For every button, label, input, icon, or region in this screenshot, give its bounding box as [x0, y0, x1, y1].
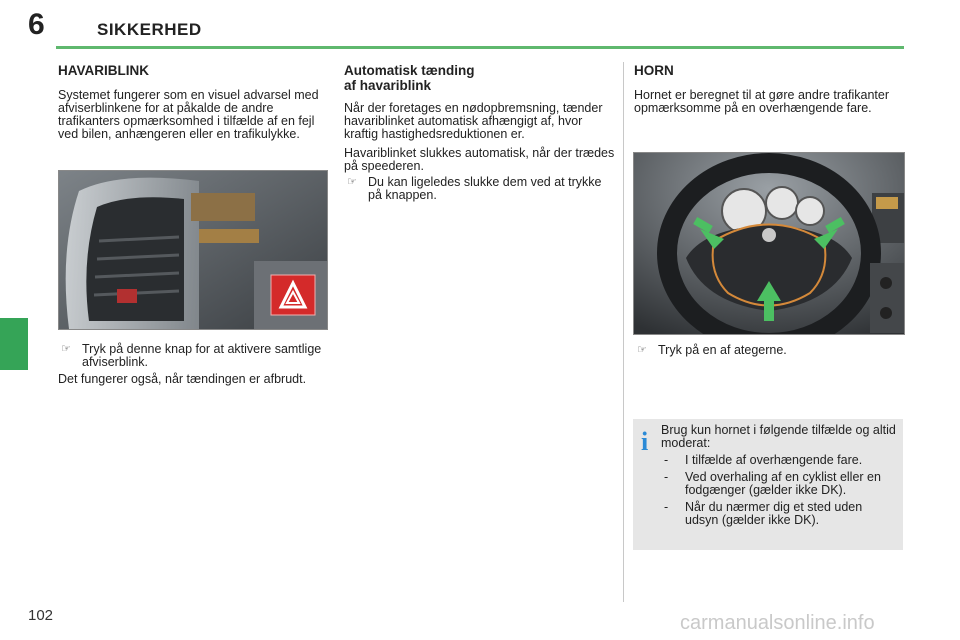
steering-wheel-illustration [634, 153, 904, 334]
info-item-text: I tilfælde af overhængende fare. [685, 453, 863, 467]
dashboard-vent-illustration [59, 171, 327, 329]
hazard-heading: HAVARIBLINK [58, 63, 149, 78]
horn-intro: Hornet er beregnet til at gøre andre trafikanter opmærksomme på en overhængende fare. [634, 88, 889, 115]
auto-hazard-heading-line2: af havariblink [344, 78, 432, 93]
horn-bullet [634, 344, 902, 357]
horn-info-box [633, 419, 903, 550]
horn-heading: HORN [634, 63, 674, 78]
header-rule [56, 46, 904, 49]
hazard-intro: Systemet fungerer som en visuel advarsel med afviserblinkene for at påkalde de andre trafikanters opmærksomhed i tilfælde af en fejl ved bilen, anhængeren eller en trafikulykke. [58, 88, 319, 141]
page-number: 102 [28, 607, 54, 624]
watermark: carmanualsonline.info [680, 612, 875, 634]
info-item-text: Når du nærmer dig et sted uden udsyn (gælder ikke DK). [685, 500, 863, 527]
steering-wheel-photo [633, 152, 905, 335]
arrow-bullet-icon: ☞ [61, 343, 71, 355]
column-divider [623, 62, 624, 602]
auto-hazard-heading [344, 63, 475, 93]
info-item: - Når du nærmer dig et sted uden udsyn (gælder ikke DK). [664, 500, 863, 527]
chapter-side-tab [0, 318, 28, 370]
arrow-bullet-icon: ☞ [347, 176, 357, 188]
auto-hazard-bullet-text: Du kan ligeledes slukke dem ved at trykke på knappen. [368, 175, 602, 202]
arrow-bullet-icon: ☞ [637, 344, 647, 356]
auto-hazard-bullet [344, 176, 615, 202]
info-icon: i [641, 427, 649, 456]
info-intro: Brug kun hornet i følgende tilfælde og altid moderat: [661, 423, 896, 450]
chapter-title: SIKKERHED [97, 20, 202, 39]
horn-bullet-text: Tryk på en af ategerne. [658, 343, 787, 357]
info-item-text: Ved overhaling af en cyklist eller en fodgænger (gælder ikke DK). [685, 470, 881, 497]
hazard-bullet [58, 343, 326, 369]
info-item: - Ved overhaling af en cyklist eller en fodgænger (gælder ikke DK). [664, 470, 881, 497]
auto-hazard-heading-line1: Automatisk tænding [344, 63, 475, 78]
hazard-button-photo [58, 170, 328, 330]
auto-hazard-para1: Når der foretages en nødopbremsning, tænder havariblinket automatisk afhængigt af, hvor kraftig hastighedsreduktionen er. [344, 101, 603, 141]
hazard-note: Det fungerer også, når tændingen er afbrudt. [58, 372, 307, 386]
chapter-number: 6 [28, 8, 45, 41]
auto-hazard-para2: Havariblinket slukkes automatisk, når der trædes på speederen. [344, 146, 615, 173]
hazard-bullet-text: Tryk på denne knap for at aktivere samtlige afviserblink. [82, 342, 322, 369]
info-item: - I tilfælde af overhængende fare. [664, 453, 863, 467]
